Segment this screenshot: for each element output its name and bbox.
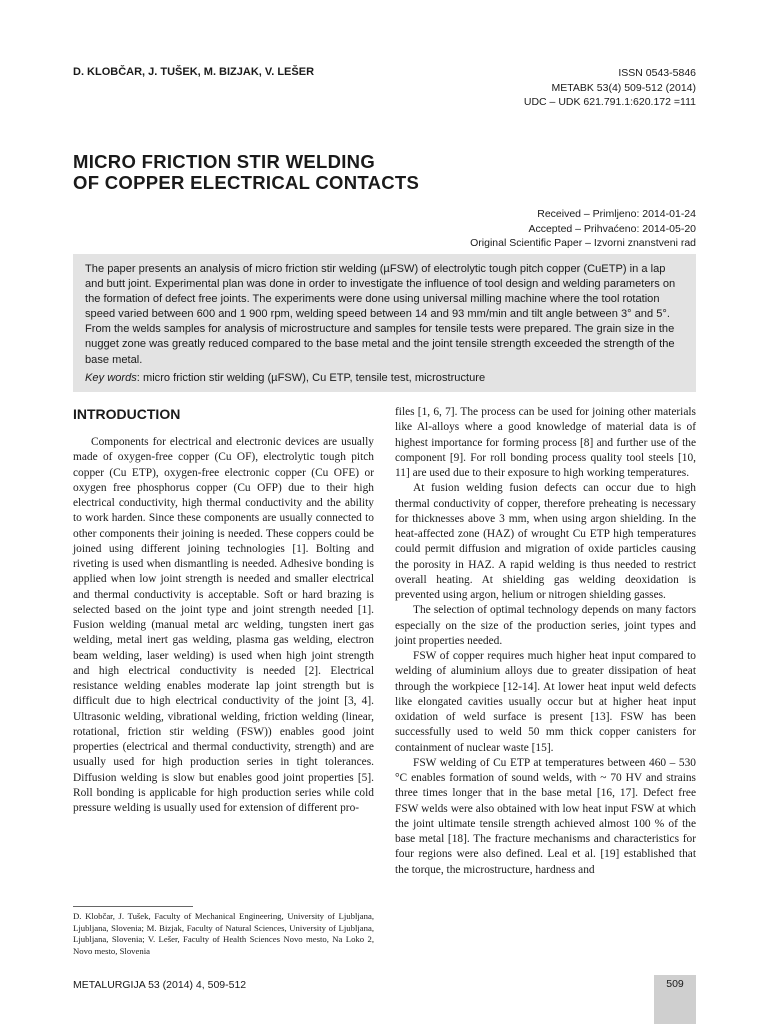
paper-type: Original Scientific Paper – Izvorni znanstveni rad xyxy=(470,237,696,249)
left-column xyxy=(73,405,374,816)
publication-dates xyxy=(470,207,696,251)
footnote-divider xyxy=(73,906,193,907)
title-line-1: MICRO FRICTION STIR WELDING xyxy=(73,151,376,172)
author-affiliations-footnote: D. Klobčar, J. Tušek, Faculty of Mechanical Engineering, University of Ljubljana, Ljubljana, Slovenia; M. Bizjak, Faculty of Natural Sciences, University of Ljubljana, Ljubljana, Slovenia; V. Lešer, Faculty of Health Sciences Novo mesto, Na Loko 2, Novo mesto, Slovenia xyxy=(73,911,374,956)
keywords xyxy=(85,371,686,386)
author-list: D. KLOBČAR, J. TUŠEK, M. BIZJAK, V. LEŠER xyxy=(73,66,315,78)
keywords-text: : micro friction stir welding (µFSW), Cu ETP, tensile test, microstructure xyxy=(136,371,486,384)
title-line-2: OF COPPER ELECTRICAL CONTACTS xyxy=(73,172,420,193)
body-paragraph: FSW of copper requires much higher heat input compared to welding of aluminium alloys due to greater dissipation of heat through the workpiece [12-14]. At lower heat input weld defects like elongated cavities usually occur but at higher heat input oxidation of weld surface is present [13]. FSW has been successfully used to weld 50 mm thick copper canisters for containment of nuclear waste [15]. xyxy=(395,650,696,754)
keywords-label: Key words xyxy=(85,371,137,384)
journal-code: METABK 53(4) 509-512 (2014) xyxy=(551,81,696,94)
abstract-box xyxy=(73,254,696,392)
journal-metadata xyxy=(524,66,696,110)
paper-title xyxy=(73,151,419,193)
accepted-date: Accepted – Prihvaćeno: 2014-05-20 xyxy=(528,222,696,235)
body-paragraph: At fusion welding fusion defects can occur due to high thermal conductivity of copper, therefore preheating is necessary for thicknesses above 3 mm, when using argon shielding. In the heat-affected zone (HAZ) of wrought Cu ETP high temperatures could permit diffusion and migration of oxide particles causing the porosity in HAZ. A rapid welding is thus needed to restrict overall heating. At shielding gas welding deoxidation is prevented using argon, helium or nitrogen shielding gasses. xyxy=(395,482,696,601)
body-paragraph: Components for electrical and electronic devices are usually made of oxygen-free copper (Cu OF), electrolytic tough pitch copper (Cu ETP), oxygen-free electronic copper (Cu OFE) or oxygen free phosphorus copper (Cu OFP) due to their high electrical conductivity, high thermal conductivity and the ability to work harden. Since these components are usually connected to other components their joining is needed. These coppers could be joined using different joining technologies [1]. Bolting and riveting is used when dismantling is needed. Adhesive bonding is applied when low joint strength is needed and smaller electrical and thermal conductivity is acceptable. Soft or hard brazing is selected based on the joint type and joint strength needed [1]. Fusion welding (manual metal arc welding, tungsten inert gas welding, metal inert gas welding, plasma gas welding, electron beam welding, laser welding) is used when high joint strength and high electrical conductivity is needed [2]. Electrical resistance welding enables moderate lap joint strength but is difficult due to high electrical conductivity of the joint [3, 4]. Ultrasonic welding, vibrational welding, friction welding (linear, rotational, friction stir welding (FSW)) enables good joint properties (electrical and thermal conductivity, strength) and are usually used for high production series in tight tolerances. Diffusion welding is slow but enables good joint properties [5]. Roll bonding is applicable for high production series while cold pressure welding is usually used for extension of different pro- xyxy=(73,436,374,814)
abstract-text: The paper presents an analysis of micro friction stir welding (µFSW) of electrolytic tough pitch copper (CuETP) in a lap and butt joint. Experimental plan was done in order to investigate the influence of tool design and welding parameters on the formation of defect free joints. The experiments were done using universal milling machine where the tool rotation speed varied between 600 and 1 900 rpm, welding speed between 14 and 93 mm/min and tilt angle between 3° and 5°. From the welds samples for analysis of microstructure and samples for tensile tests were prepared. The grain size in the nugget zone was greatly reduced compared to the base metal and the joint tensile strength exceeded the strength of the base metal. xyxy=(85,263,676,366)
body-paragraph: FSW welding of Cu ETP at temperatures between 460 – 530 °C enables formation of sound welds, with ~ 70 HV and strains three times longer that in the base metal [16, 17]. Defect free FSW welds were also obtained with low heat input FSW at which the joint ultimate tensile strength achieved almost 100 % of the base metal [18]. The fracture mechanisms and characteristics for four regions were also defined. Leal et al. [19] established that the torque, the microstructure, hardness and xyxy=(395,756,696,876)
section-heading-introduction: INTRODUCTION xyxy=(73,406,181,422)
udc-code: UDC – UDK 621.791.1:620.172 =111 xyxy=(523,96,696,108)
page-number: 509 xyxy=(666,978,684,990)
body-paragraph: The selection of optimal technology depends on many factors especially on the size of the production series, joint types and joint properties needed. xyxy=(395,604,696,647)
received-date: Received – Primljeno: 2014-01-24 xyxy=(537,208,696,220)
issn: ISSN 0543-5846 xyxy=(618,67,696,79)
footer-journal: METALURGIJA 53 (2014) 4, 509-512 xyxy=(73,979,247,991)
right-column xyxy=(395,405,696,878)
body-paragraph-continued: files [1, 6, 7]. The process can be used for joining other materials like Al-alloys where a good knowledge of material data is of highest importance for forming process [8] and further use of the component [9]. For roll bonding process quality tool steels [10, 11] are used due to their exposure to high working temperatures. xyxy=(395,406,696,479)
